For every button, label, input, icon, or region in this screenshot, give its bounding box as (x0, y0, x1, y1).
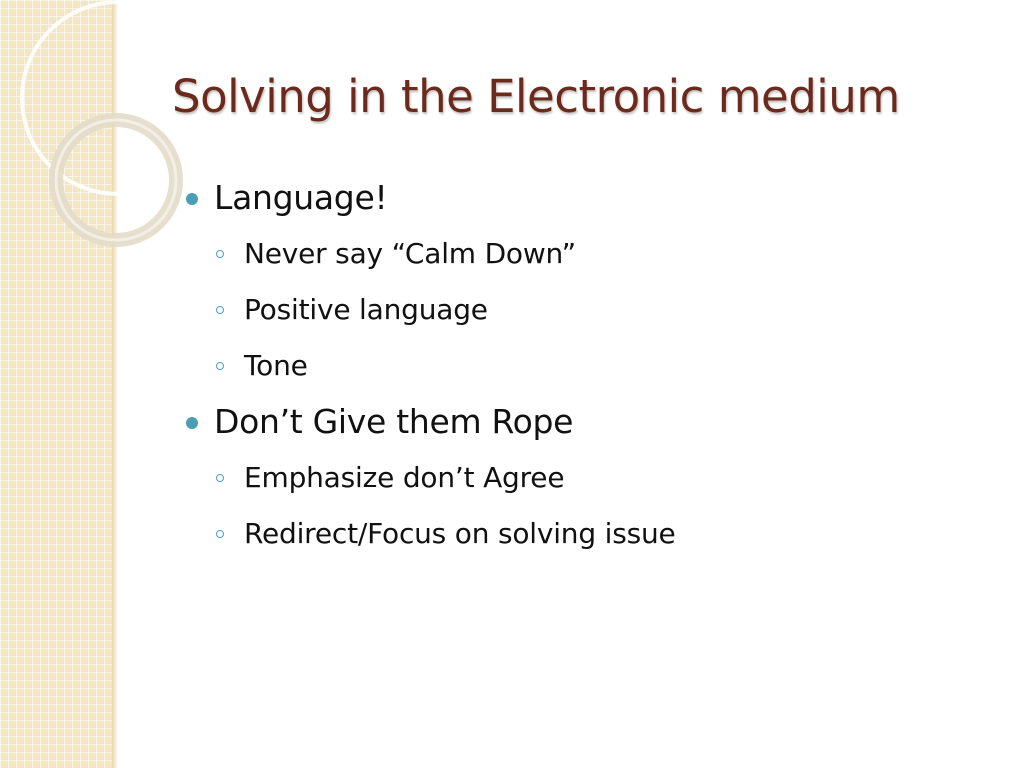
sub-bullet-text: Never say “Calm Down” (244, 237, 576, 270)
sub-bullet-text: Emphasize don’t Agree (244, 461, 565, 494)
sub-bullet-item (182, 506, 1002, 562)
slide-bullet-list (182, 170, 1002, 562)
hollow-circle-bullet-icon (216, 306, 224, 314)
bullet-item (182, 170, 1002, 226)
sub-bullet-text: Tone (244, 349, 308, 382)
sub-bullet-item (182, 450, 1002, 506)
filled-circle-bullet-icon (186, 193, 198, 205)
bullet-text: Language! (214, 178, 388, 217)
bullet-text: Don’t Give them Rope (214, 402, 574, 441)
sub-bullet-item (182, 338, 1002, 394)
decorative-medium-circle-highlight (56, 120, 176, 240)
hollow-circle-bullet-icon (216, 250, 224, 258)
decorative-circles-graphic (0, 0, 200, 260)
hollow-circle-bullet-icon (216, 530, 224, 538)
slide-title: Solving in the Electronic medium (172, 70, 900, 123)
hollow-circle-bullet-icon (216, 474, 224, 482)
filled-circle-bullet-icon (186, 417, 198, 429)
sub-bullet-text: Positive language (244, 293, 488, 326)
sub-bullet-item (182, 282, 1002, 338)
hollow-circle-bullet-icon (216, 362, 224, 370)
sub-bullet-item (182, 226, 1002, 282)
sub-bullet-text: Redirect/Focus on solving issue (244, 517, 676, 550)
bullet-item (182, 394, 1002, 450)
